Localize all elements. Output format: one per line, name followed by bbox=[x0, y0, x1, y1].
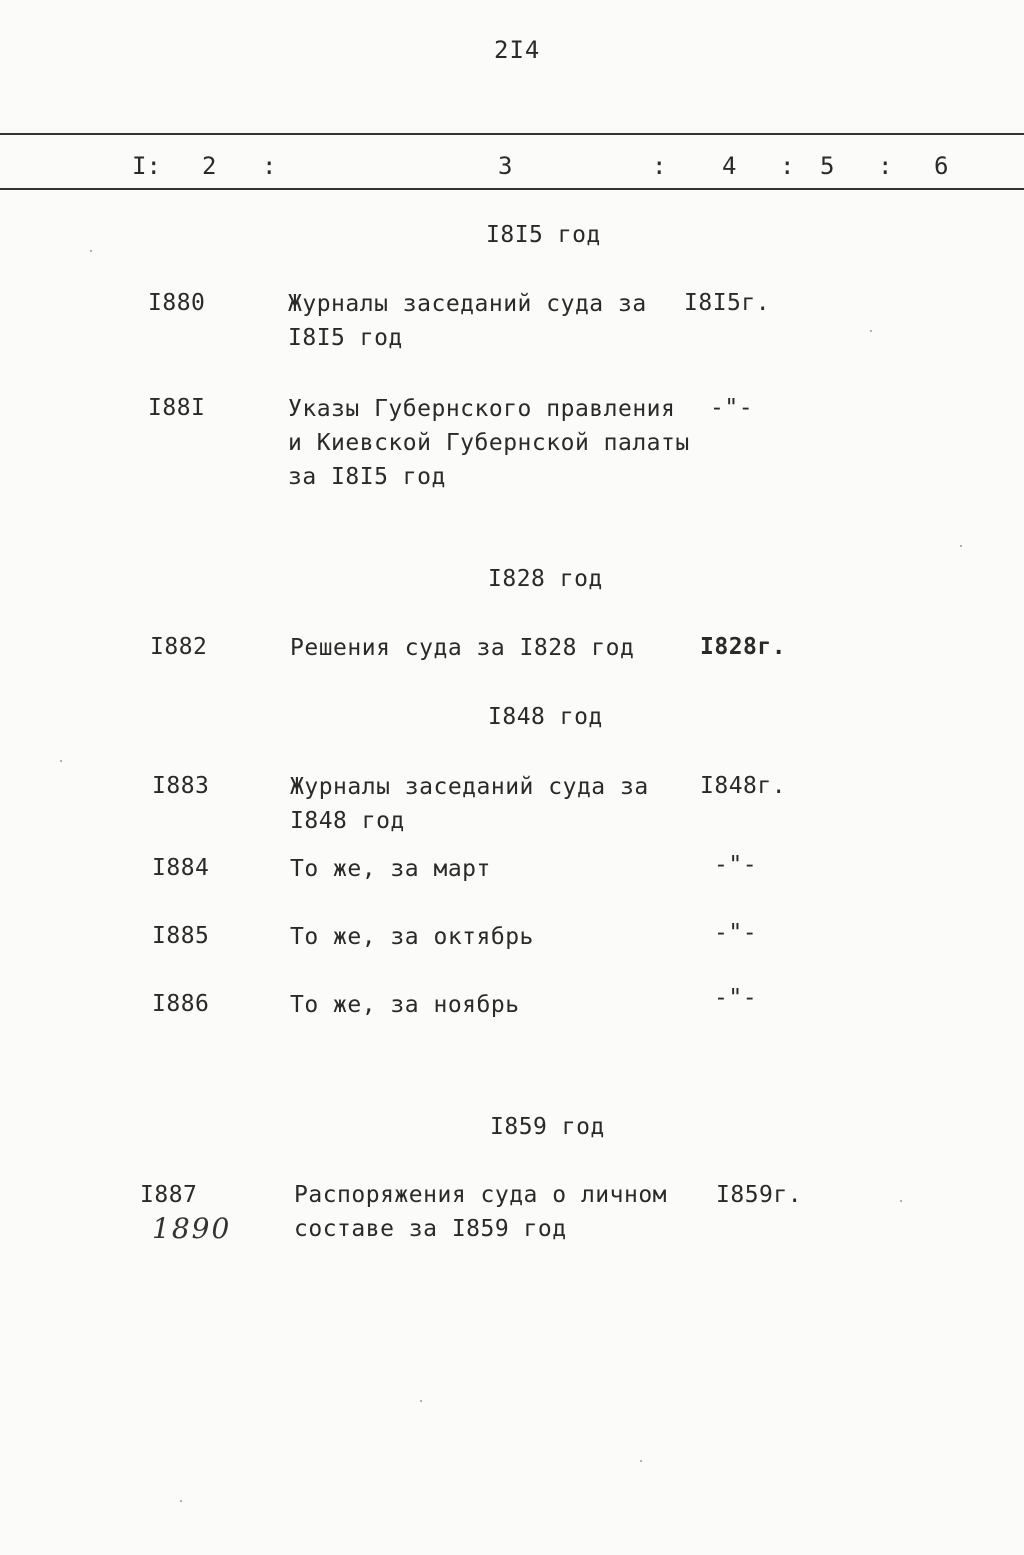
case-number: I88I bbox=[148, 395, 206, 421]
description-line: Распоряжения суда о личном bbox=[294, 1182, 668, 1208]
case-date: -"- bbox=[714, 985, 758, 1011]
case-description bbox=[290, 920, 534, 954]
description-line: I8I5 год bbox=[288, 325, 403, 351]
description-line: за I8I5 год bbox=[288, 464, 446, 490]
description-line: Решения суда за I828 год bbox=[290, 635, 635, 661]
page-number: 2I4 bbox=[494, 36, 541, 64]
case-number: I885 bbox=[152, 923, 210, 949]
description-line: составе за I859 год bbox=[294, 1216, 567, 1242]
paper-speck bbox=[960, 545, 962, 547]
description-line: и Киевской Губернской палаты bbox=[288, 430, 690, 456]
column-header-6: 6 bbox=[934, 152, 949, 180]
column-header-5: 5 bbox=[820, 152, 835, 180]
paper-speck bbox=[90, 250, 92, 252]
handwritten-number: 1890 bbox=[152, 1212, 232, 1245]
case-date: -"- bbox=[710, 395, 754, 421]
case-description bbox=[294, 1178, 667, 1246]
case-date: I859г. bbox=[716, 1182, 803, 1208]
case-description bbox=[290, 852, 491, 886]
case-description bbox=[290, 988, 520, 1022]
case-date: I848г. bbox=[700, 773, 787, 799]
paper-speck bbox=[420, 1400, 422, 1402]
case-description bbox=[290, 770, 649, 838]
case-number: I886 bbox=[152, 991, 210, 1017]
column-header-4: 4 bbox=[722, 152, 737, 180]
section-year-heading: I859 год bbox=[490, 1114, 605, 1140]
column-separator: : bbox=[878, 152, 893, 180]
case-date: -"- bbox=[714, 920, 758, 946]
case-date: -"- bbox=[714, 852, 758, 878]
header-top-rule bbox=[0, 133, 1024, 135]
case-description bbox=[290, 631, 634, 665]
case-number: I880 bbox=[148, 290, 206, 316]
header-bottom-rule bbox=[0, 188, 1024, 190]
paper-speck bbox=[60, 760, 62, 762]
column-separator: : bbox=[652, 152, 667, 180]
case-description bbox=[288, 392, 690, 494]
description-line: Указы Губернского правления bbox=[288, 396, 676, 422]
column-separator: : bbox=[262, 152, 277, 180]
case-number: I883 bbox=[152, 773, 210, 799]
paper-speck bbox=[900, 1200, 902, 1202]
column-separator: : bbox=[780, 152, 795, 180]
column-header-1: I: bbox=[132, 152, 161, 180]
description-line: I848 год bbox=[290, 808, 405, 834]
case-date: I828г. bbox=[700, 634, 787, 660]
paper-speck bbox=[870, 330, 872, 332]
case-number: I882 bbox=[150, 634, 208, 660]
case-date: I8I5г. bbox=[684, 290, 771, 316]
case-number: I887 bbox=[140, 1182, 198, 1208]
paper-speck bbox=[640, 1460, 642, 1462]
section-year-heading: I8I5 год bbox=[486, 222, 601, 248]
section-year-heading: I828 год bbox=[488, 566, 603, 592]
description-line: Журналы заседаний суда за bbox=[288, 291, 647, 317]
description-line: То же, за ноябрь bbox=[290, 992, 520, 1018]
description-line: То же, за март bbox=[290, 856, 491, 882]
column-header-3: 3 bbox=[498, 152, 513, 180]
description-line: Журналы заседаний суда за bbox=[290, 774, 649, 800]
case-number: I884 bbox=[152, 855, 210, 881]
case-description bbox=[288, 287, 647, 355]
column-header-2: 2 bbox=[202, 152, 217, 180]
description-line: То же, за октябрь bbox=[290, 924, 534, 950]
paper-speck bbox=[180, 1500, 182, 1502]
section-year-heading: I848 год bbox=[488, 704, 603, 730]
